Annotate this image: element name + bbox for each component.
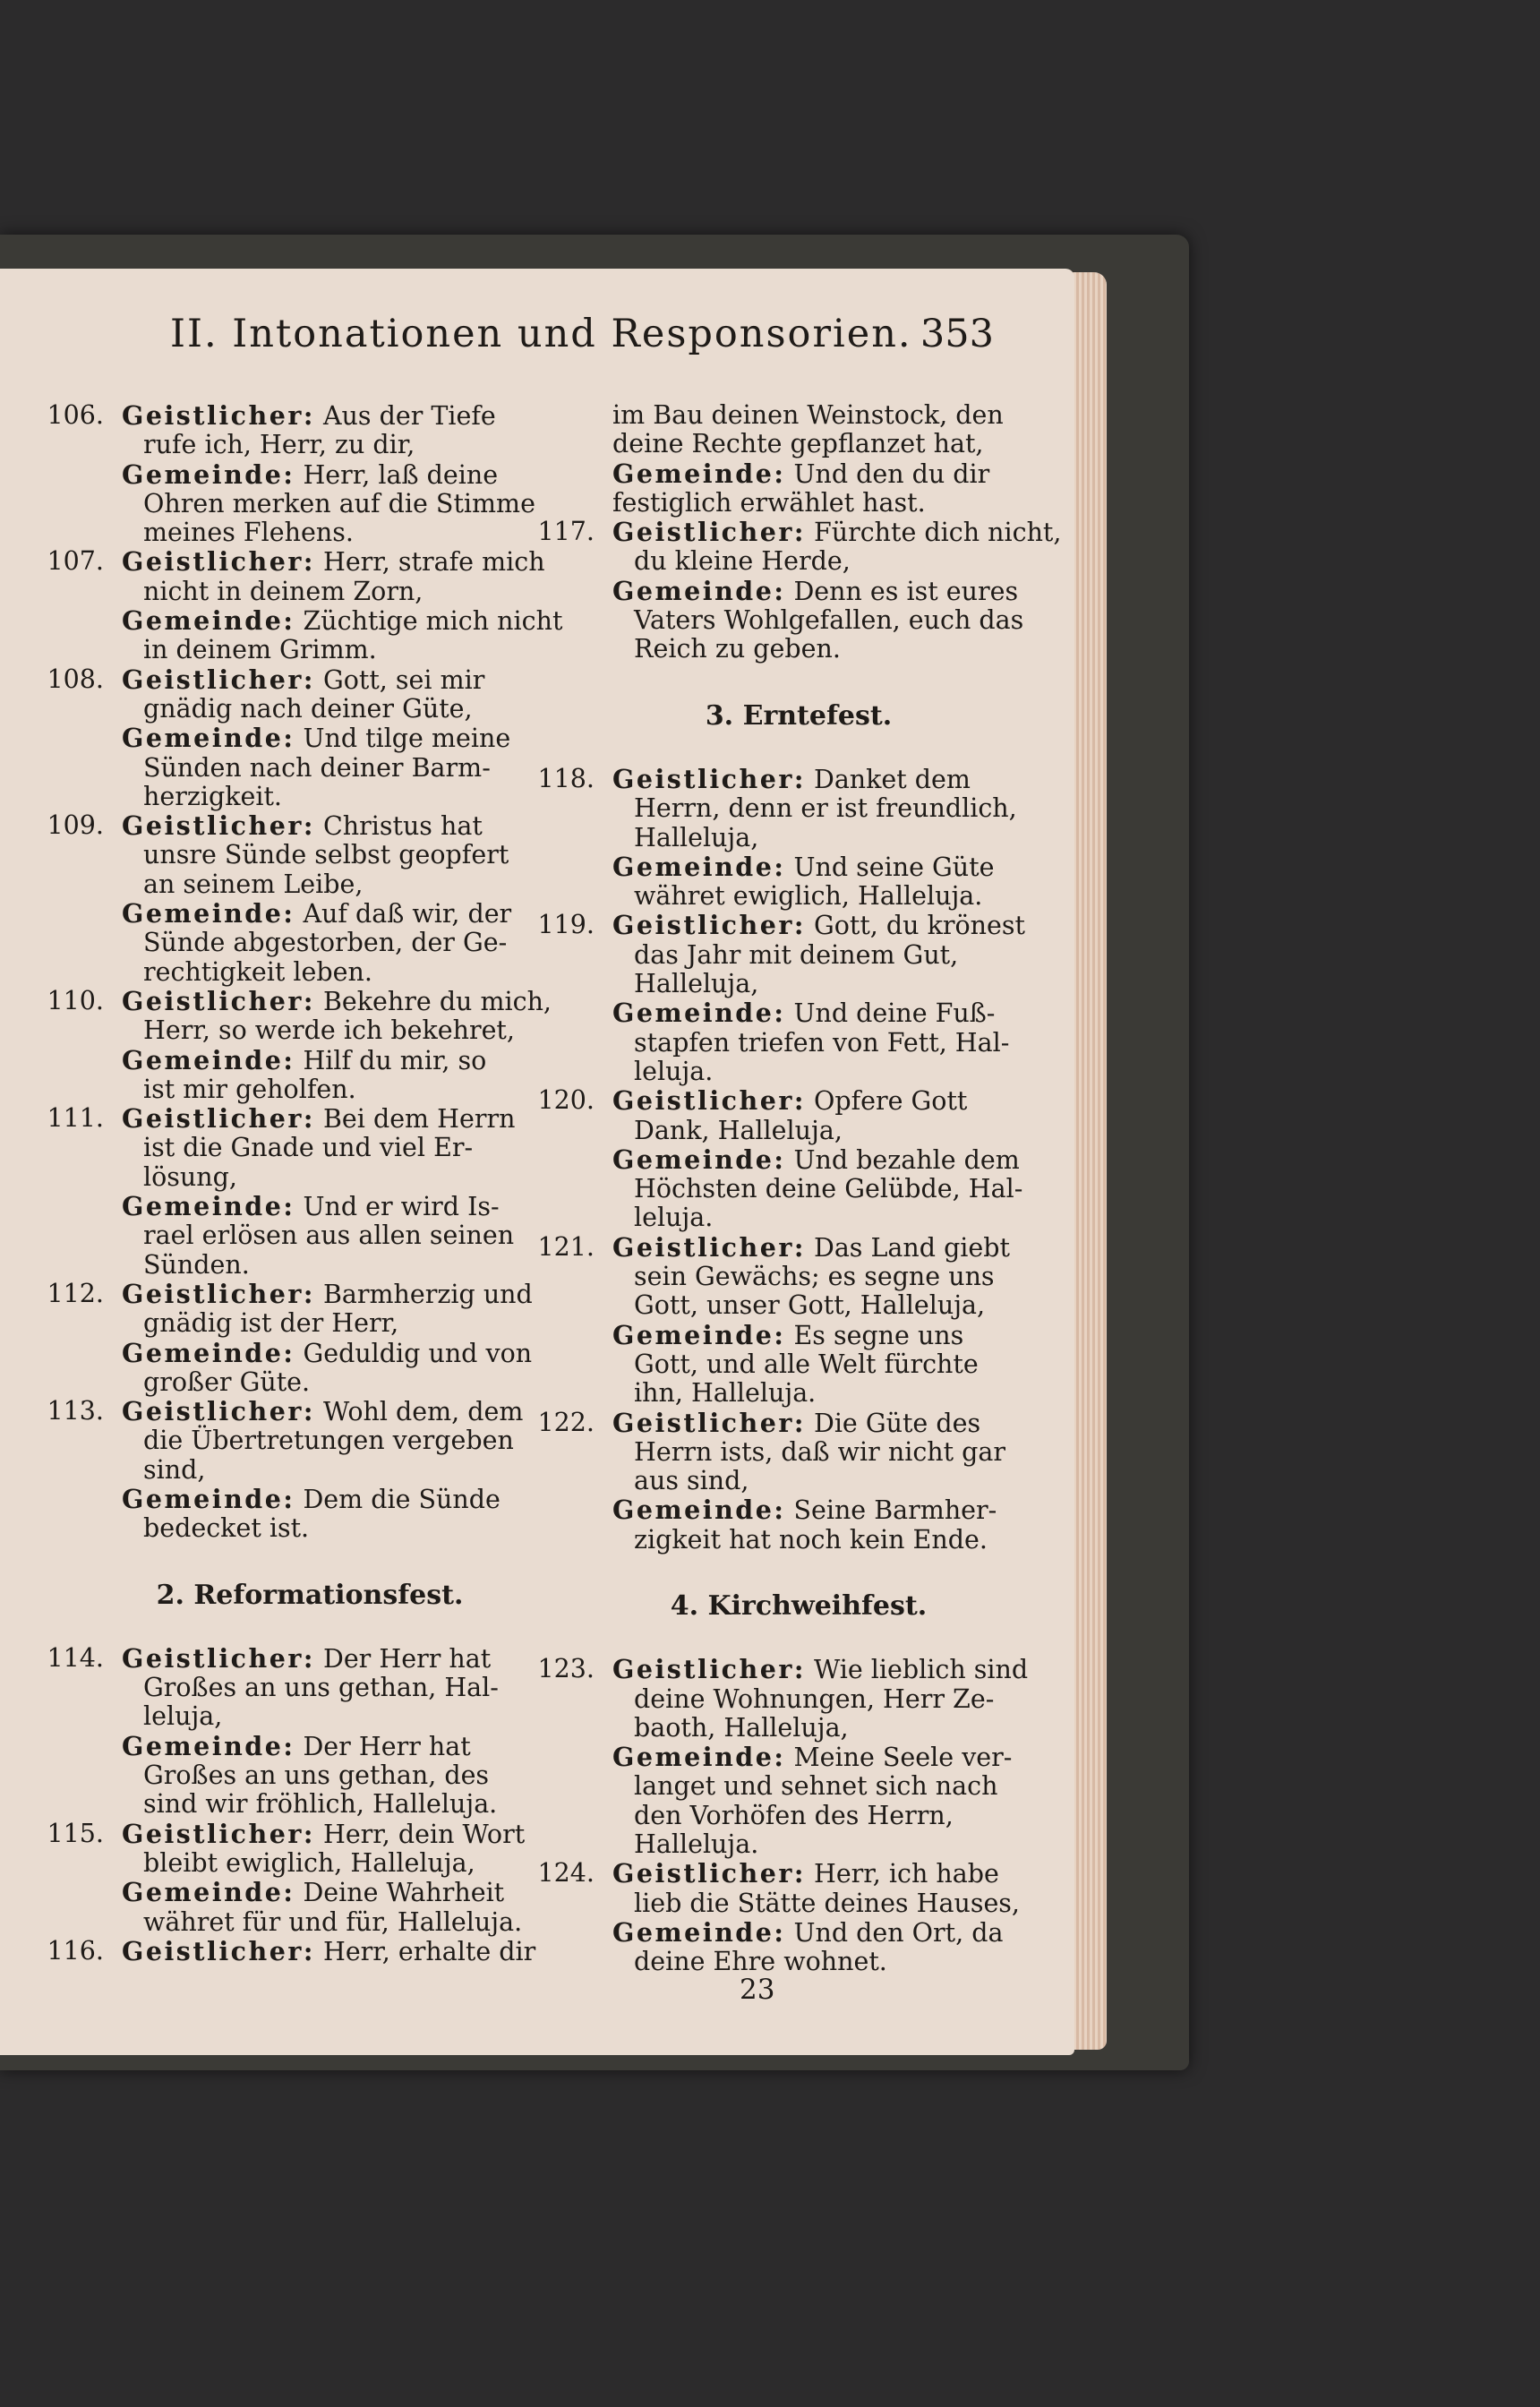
text-line: Herr, so werde ich bekehret, [143,1015,515,1046]
text-line: Gemeinde: Seine Barmher- [612,1495,997,1526]
text-line: herzigkeit. [143,781,282,811]
text-line: Herrn, denn er ist freundlich, [634,793,1017,824]
text-line: Geistlicher: Bei dem Herrn [122,1103,516,1135]
page-edges [1071,272,1107,2050]
speaker-label: Geistlicher: [122,546,315,578]
entry-number: 113. [47,1396,104,1426]
entry-number: 122. [537,1407,595,1437]
text-line: stapfen triefen von Fett, Hal- [634,1027,1010,1058]
entry-number: 108. [47,664,104,694]
speaker-label: Geistlicher: [612,763,806,794]
left-column [32,400,563,1966]
text-line: Geistlicher: Bekehre du mich, [122,985,552,1016]
speaker-label: Geistlicher: [122,664,315,695]
text-line: Gemeinde: Und tilge meine [122,723,511,754]
text-line: Gemeinde: Und deine Fuß- [612,998,996,1029]
text-line: Gemeinde: Und den du dir [612,458,990,489]
text-line: leluja. [634,1203,714,1233]
speaker-label: Gemeinde: [122,458,295,490]
text-line: deine Wohnungen, Herr Ze- [634,1683,995,1714]
text-line: Geistlicher: Das Land giebt [612,1231,1010,1263]
text-line: rufe ich, Herr, zu dir, [143,430,415,460]
text-line: das Jahr mit deinem Gut, [634,939,959,970]
text-line: Geistlicher: Der Herr hat [122,1642,492,1674]
speaker-label: Gemeinde: [612,1495,786,1526]
text-line: sein Gewächs; es segne uns [634,1262,995,1292]
speaker-label: Gemeinde: [122,1483,295,1514]
responsory-entry [523,910,1025,1086]
text-line: Sünden nach deiner Barm- [143,752,491,783]
responsory-entry [523,1858,1020,1977]
text-line: Großes an uns gethan, des [143,1760,490,1791]
speaker-label: Gemeinde: [612,1742,786,1773]
responsory-entry [32,985,552,1104]
text-line: gnädig nach deiner Güte, [143,693,473,724]
right-column [523,400,1062,1977]
entry-number: 123. [537,1654,595,1684]
speaker-label: Gemeinde: [122,1730,295,1761]
responsory-entry [523,1231,1010,1409]
text-line: Gemeinde: Züchtige mich nicht [122,605,563,637]
text-line: währet ewiglich, Halleluja. [634,881,983,912]
text-line: deine Ehre wohnet. [634,1947,887,1977]
text-line: Dank, Halleluja, [634,1115,843,1145]
responsory-entry [32,1935,536,1966]
entry-number: 117. [537,517,595,547]
section-heading-reformation: 2. Reformationsfest. [156,1579,464,1611]
text-line: Geistlicher: Wohl dem, dem [122,1396,524,1427]
text-line: ist die Gnade und viel Er- [143,1133,474,1163]
text-line: sind, [143,1454,206,1485]
entry-number: 109. [47,810,104,841]
text-line: Reich zu geben. [634,634,841,664]
text-line: ihn, Halleluja. [634,1378,817,1409]
text-line: Ohren merken auf die Stimme [143,488,535,518]
responsory-entry [32,400,535,548]
text-line: leluja, [143,1701,223,1732]
entry-number: 124. [537,1858,595,1889]
text-line: Geistlicher: Aus der Tiefe [122,400,496,431]
text-line: Geistlicher: Herr, dein Wort [122,1818,526,1849]
text-line: großer Güte. [143,1366,311,1397]
speaker-label: Gemeinde: [612,1144,786,1175]
spacer [523,664,1003,702]
text-line: Gott, und alle Welt fürchte [634,1349,979,1379]
speaker-label: Geistlicher: [612,1231,806,1263]
signature-mark: 23 [740,1974,775,2006]
text-line: Geistlicher: Opfere Gott [612,1085,968,1117]
text-line: deine Rechte gepflanzet hat, [612,429,984,459]
text-line: du kleine Herde, [634,546,851,577]
speaker-label: Geistlicher: [122,1278,315,1309]
responsory-entry [523,763,1017,912]
text-line: Gemeinde: Auf daß wir, der [122,898,512,929]
text-line: Gemeinde: Und seine Güte [612,851,995,882]
responsory-entry [32,1644,516,1820]
continued-entry [523,401,1003,518]
responsory-entry [523,1085,1023,1233]
speaker-label: Gemeinde: [612,1916,786,1948]
speaker-label: Gemeinde: [122,723,295,754]
header-title: II. Intonationen und Responsorien. [170,312,912,356]
text-line: Gemeinde: Herr, laß deine [122,458,499,490]
speaker-label: Geistlicher: [122,1103,315,1135]
text-line: Geistlicher: Gott, sei mir [122,664,485,695]
speaker-label: Geistlicher: [612,1407,806,1438]
text-line: Gemeinde: Geduldig und von [122,1337,533,1368]
text-line: Geistlicher: Gott, du krönest [612,910,1025,941]
text-line: Gemeinde: Dem die Sünde [122,1483,500,1514]
speaker-label: Gemeinde: [122,1877,295,1908]
entry-number: 116. [47,1935,104,1966]
text-line: Geistlicher: Herr, erhalte dir [122,1935,536,1966]
page-number: 353 [920,312,994,356]
responsory-entry [32,1104,516,1280]
text-line: Geistlicher: Christus hat [122,810,483,842]
speaker-label: Geistlicher: [122,1642,315,1674]
responsory-entry [32,546,563,665]
spacer [32,1544,516,1581]
text-line: Geistlicher: Wie lieblich sind [612,1654,1029,1685]
text-line: Halleluja, [634,822,759,852]
speaker-label: Geistlicher: [122,1818,315,1849]
speaker-label: Geistlicher: [122,1396,315,1427]
speaker-label: Gemeinde: [122,1191,295,1222]
entry-number: 118. [537,763,595,793]
text-line: an seinem Leibe, [143,869,364,899]
spacer [523,731,1003,765]
text-line: baoth, Halleluja, [634,1712,849,1743]
entry-number: 111. [47,1103,104,1134]
speaker-label: Gemeinde: [122,1337,295,1368]
text-line: Gemeinde: Es segne uns [612,1319,964,1350]
text-line: Geistlicher: Danket dem [612,763,971,794]
responsory-entry [32,665,516,811]
speaker-label: Geistlicher: [122,1935,315,1966]
speaker-label: Gemeinde: [612,851,786,882]
text-line: Großes an uns gethan, Hal- [143,1673,499,1703]
responsory-entry [523,1407,1006,1555]
section-heading-kirchweihfest: 4. Kirchweihfest. [670,1589,928,1622]
text-line: Gemeinde: Deine Wahrheit [122,1877,505,1908]
text-line: Sünden. [143,1249,250,1280]
text-line: rael erlösen aus allen seinen [143,1221,515,1251]
section-heading-erntefest: 3. Erntefest. [705,699,893,732]
text-line: Gemeinde: Und bezahle dem [612,1144,1020,1175]
speaker-label: Geistlicher: [122,810,315,842]
speaker-label: Gemeinde: [122,605,295,637]
speaker-label: Gemeinde: [612,575,786,606]
spacer [32,1610,516,1644]
text-line: im Bau deinen Weinstock, den [612,400,1004,430]
speaker-label: Gemeinde: [612,458,786,489]
text-line: den Vorhöfen des Herrn, [634,1800,954,1830]
text-line: sind wir fröhlich, Halleluja. [143,1789,498,1820]
responsory-entry [32,1396,524,1544]
responsory-entry [32,1278,533,1397]
speaker-label: Geistlicher: [612,1858,806,1889]
speaker-label: Gemeinde: [122,898,295,929]
text-line: Höchsten deine Gelübde, Hal- [634,1174,1023,1204]
spacer [523,1621,1003,1655]
text-line: ist mir geholfen. [143,1074,356,1104]
text-line: Gemeinde: Der Herr hat [122,1730,471,1761]
text-line: bedecket ist. [143,1513,310,1544]
speaker-label: Gemeinde: [122,1044,295,1075]
text-line: festiglich erwählet hast. [612,487,926,518]
text-line: nicht in deinem Zorn, [143,576,424,606]
text-line: lösung, [143,1161,237,1192]
text-line: Geistlicher: Herr, strafe mich [122,546,545,578]
text-line: Gemeinde: Meine Seele ver- [612,1742,1013,1773]
responsory-entry [523,1654,1029,1860]
entry-number: 114. [47,1642,104,1673]
text-line: rechtigkeit leben. [143,956,372,987]
text-line: Geistlicher: Herr, ich habe [612,1858,999,1889]
entry-number: 119. [537,910,595,940]
text-line: unsre Sünde selbst geopfert [143,840,509,870]
text-line: aus sind, [634,1466,749,1496]
speaker-label: Geistlicher: [612,910,806,941]
text-line: in deinem Grimm. [143,635,377,665]
text-line: Herrn ists, daß wir nicht gar [634,1436,1006,1467]
text-line: Vaters Wohlgefallen, euch das [634,605,1024,636]
text-line: Halleluja, [634,969,759,999]
speaker-label: Geistlicher: [612,517,806,548]
text-line: Geistlicher: Fürchte dich nicht, [612,517,1062,548]
text-line: lieb die Stätte deines Hauses, [634,1888,1020,1918]
text-line: Geistlicher: Die Güte des [612,1407,981,1438]
speaker-label: Geistlicher: [122,400,315,431]
entry-number: 107. [47,546,104,577]
text-line: währet für und für, Halleluja. [143,1906,523,1937]
entry-number: 121. [537,1231,595,1262]
text-line: Geistlicher: Barmherzig und [122,1278,533,1309]
speaker-label: Geistlicher: [122,985,315,1016]
entry-number: 115. [47,1818,104,1848]
responsory-entry [32,811,516,987]
text-line: Sünde abgestorben, der Ge- [143,928,508,958]
responsory-entry [523,517,1062,664]
text-line: Gott, unser Gott, Halleluja, [634,1290,986,1321]
speaker-label: Gemeinde: [612,998,786,1029]
text-line: die Übertretungen vergeben [143,1426,514,1456]
entry-number: 112. [47,1278,104,1308]
text-line: Gemeinde: Und er wird Is- [122,1191,500,1222]
text-line: langet und sehnet sich nach [634,1771,998,1802]
text-line: Gemeinde: Und den Ort, da [612,1916,1004,1948]
text-line: meines Flehens. [143,518,354,548]
entry-number: 110. [47,985,104,1015]
running-header [170,312,994,374]
text-line: bleibt ewiglich, Halleluja, [143,1847,475,1878]
responsory-entry [32,1818,526,1937]
spacer [523,1555,1003,1592]
text-line: gnädig ist der Herr, [143,1308,399,1339]
speaker-label: Geistlicher: [612,1085,806,1117]
text-line: Halleluja. [634,1829,759,1860]
speaker-label: Gemeinde: [612,1319,786,1350]
text-line: Gemeinde: Denn es ist eures [612,575,1019,606]
entry-number: 106. [47,400,104,430]
entry-number: 120. [537,1085,595,1116]
text-line: leluja. [634,1056,714,1086]
text-line: zigkeit hat noch kein Ende. [634,1524,988,1555]
text-line: Gemeinde: Hilf du mir, so [122,1044,487,1075]
speaker-label: Geistlicher: [612,1654,806,1685]
